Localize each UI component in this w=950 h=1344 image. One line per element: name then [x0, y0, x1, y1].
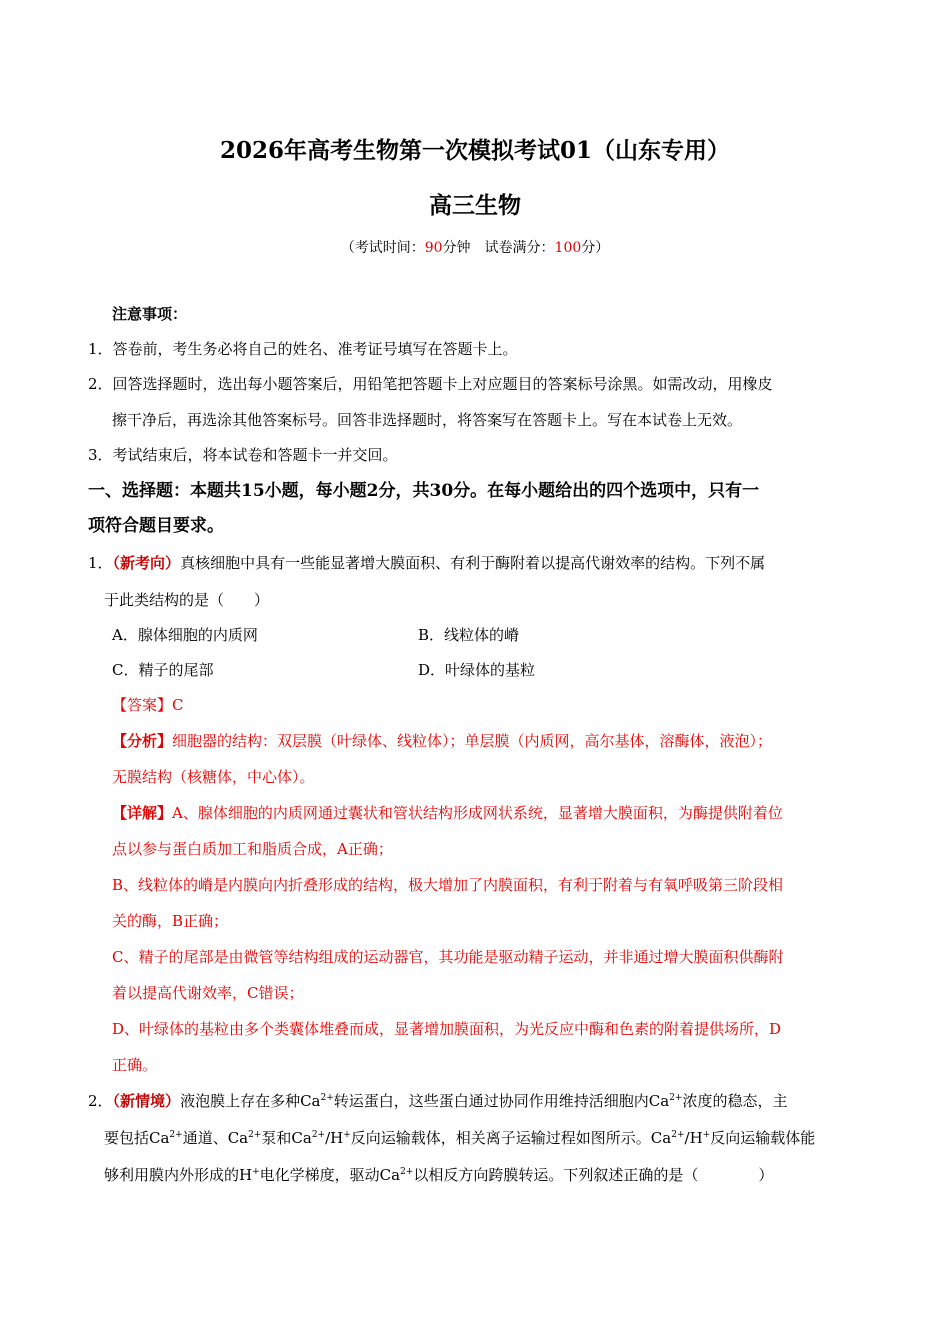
notice-item-2-line-1: 2．回答选择题时，选出每小题答案后，用铅笔把答题卡上对应题目的答案标号涂黑。如需改动，用橡皮: [88, 375, 773, 393]
question-1-option-d: D．叶绿体的基粒: [418, 661, 536, 679]
question-2-number: 2．: [88, 1092, 113, 1110]
question-1-detail-d-line-2: 正确。: [112, 1056, 158, 1074]
notice-item-2-line-2: 擦干净后，再选涂其他答案标号。回答非选择题时，将答案写在答题卡上。写在本试卷上无效。: [112, 411, 743, 429]
section-heading-line-2: 项符合题目要求。: [88, 516, 224, 536]
question-1-answer-value: C: [172, 696, 184, 714]
notice-heading: 注意事项：: [112, 305, 188, 323]
question-1-detail-a-line-2: 点以参与蛋白质加工和脂质合成，A正确；: [112, 840, 393, 858]
notice-item-1: 1．答卷前，考生务必将自己的姓名、准考证号填写在答题卡上。: [88, 340, 518, 358]
question-1-detail-b-line-2: 关的酶，B正确；: [112, 912, 229, 930]
exam-full-score: 100: [554, 240, 582, 256]
question-1-stem-line-2: 于此类结构的是（ ）: [104, 591, 270, 609]
question-1-detail-c-line-1: C、精子的尾部是由微管等结构组成的运动器官，其功能是驱动精子运动，并非通过增大膜面积供酶附: [112, 948, 784, 966]
question-2-stem-line-2: 要包括$Ca^{2+}$通道、$Ca^{2+}$泵和$Ca^{2+}/H^+$反向运输载体，相关离子运输过程如图所示。$Ca^{2+}/H^+$反向运输载体能: [104, 1129, 816, 1147]
exam-subtitle: 高三生物: [429, 192, 521, 219]
question-1-answer: 【答案】C: [112, 696, 184, 714]
question-2-tag: （新情境）: [112, 1092, 181, 1110]
section-heading-line-1: 一、选择题：本题共15小题，每小题2分，共30分。在每小题给出的四个选项中，只有一: [88, 481, 760, 501]
exam-title: 2026年高考生物第一次模拟考试01（山东专用）: [219, 137, 731, 164]
question-2-stem-line-1: 2．（新情境）液泡膜上存在多种$Ca^{2+}$转运蛋白，这些蛋白通过协同作用维持活细胞内$Ca^{2+}$浓度的稳态，主: [88, 1092, 788, 1110]
exam-duration: 90: [424, 240, 443, 256]
question-1-detail-a-line-1: 【详解】A、腺体细胞的内质网通过囊状和管状结构形成网状系统，显著增大膜面积，为酶提供附着位: [112, 804, 783, 822]
question-1-number: 1．: [88, 554, 113, 572]
question-1-analysis-line-1: 【分析】细胞器的结构：双层膜（叶绿体、线粒体）；单层膜（内质网，高尔基体，溶酶体，液泡）；: [112, 732, 773, 750]
question-1-tag: （新考向）: [112, 554, 181, 572]
question-1-detail-b-line-1: B、线粒体的嵴是内膜向内折叠形成的结构，极大增加了内膜面积，有利于附着与有氧呼吸第三阶段相: [112, 876, 784, 894]
question-1-option-b: B．线粒体的嵴: [418, 626, 520, 644]
question-1-option-a: A．腺体细胞的内质网: [112, 626, 258, 644]
question-1-stem-line-1: 1．（新考向）真核细胞中具有一些能显著增大膜面积、有利于酶附着以提高代谢效率的结构。下列不属: [88, 554, 766, 572]
question-1-analysis-line-2: 无膜结构（核糖体，中心体）。: [112, 768, 315, 786]
exam-time-info: （考试时间：90分钟 试卷满分：100分）: [340, 240, 610, 256]
question-1-detail-c-line-2: 着以提高代谢效率，C错误；: [112, 984, 304, 1002]
question-2-stem-line-3: 够利用膜内外形成的H+电化学梯度，驱动$Ca^{2+}$以相反方向跨膜转运。下列叙述正确的是（ ）: [104, 1166, 774, 1184]
question-1-option-c: C．精子的尾部: [112, 661, 214, 679]
question-1-detail-d-line-1: D、叶绿体的基粒由多个类囊体堆叠而成，显著增加膜面积，为光反应中酶和色素的附着提供场所，D: [112, 1020, 782, 1038]
notice-item-3: 3．考试结束后，将本试卷和答题卡一并交回。: [88, 446, 398, 464]
